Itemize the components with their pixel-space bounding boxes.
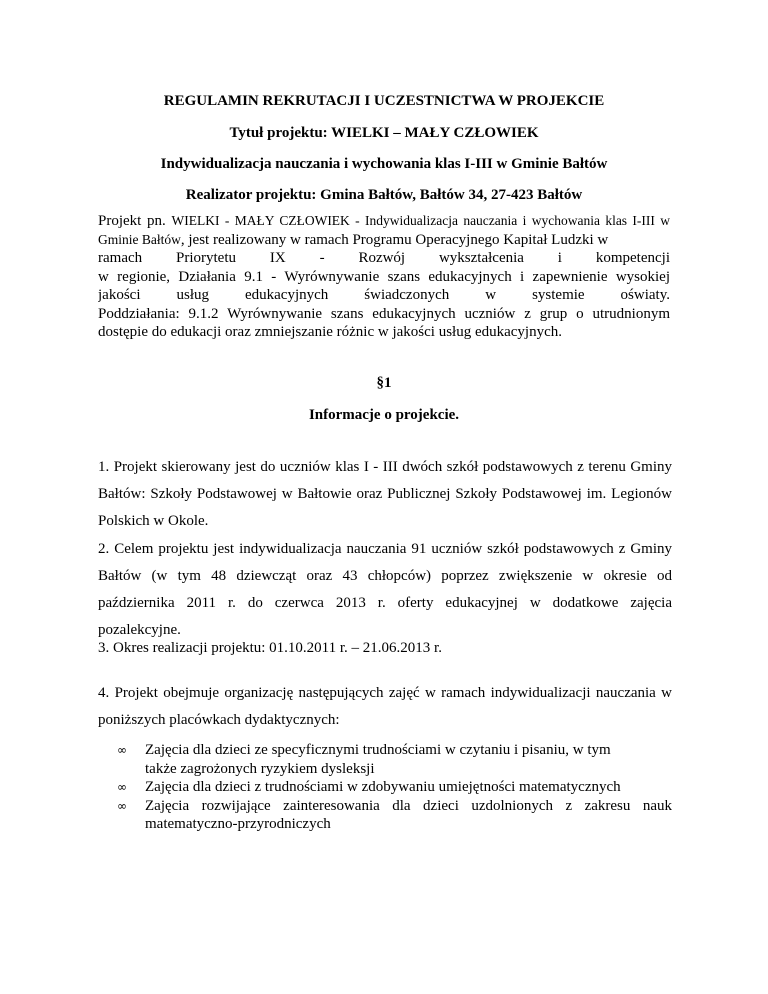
project-subtitle: Indywidualizacja nauczania i wychowania klas I-III w Gminie Bałtów [160,156,608,172]
paragraph-2 [98,536,672,644]
paragraph-2-line: 2. Celem projektu jest indywidualizacja nauczania 91 uczniów szkół podstawowych z Gminy [98,541,672,557]
infinity-bullet-icon: ∞ [117,743,127,757]
intro-line-3: ramach Priorytetu IX - Rozwój wykształcenia i kompetencji [98,250,670,266]
project-implementer: Realizator projektu: Gmina Bałtów, Bałtów 34, 27-423 Bałtów [185,187,583,203]
list-item-text: także zagrożonych ryzykiem dysleksji [145,760,375,777]
document-main-title: REGULAMIN REKRUTACJI I UCZESTNICTWA W PROJEKCIE [163,93,605,109]
intro-project-name: WIELKI - MAŁY CZŁOWIEK - Indywidualizacja nauczania i wychowania klas I-III w [171,213,670,228]
intro-lead: Projekt pn. [98,213,172,229]
intro-paragraph [98,212,670,342]
project-title: Tytuł projektu: WIELKI – MAŁY CZŁOWIEK [229,125,539,141]
infinity-bullet-icon: ∞ [117,780,127,794]
intro-program: , jest realizowany w ramach Programu Operacyjnego Kapitał Ludzki w [180,231,609,248]
paragraph-1-line: 1. Projekt skierowany jest do uczniów klas I - III dwóch szkół podstawowych z terenu Gminy [98,459,672,475]
list-item-text: matematyczno-przyrodniczych [145,816,331,832]
intro-line-7: dostępie do edukacji oraz zmniejszanie różnic w jakości usług edukacyjnych. [98,324,563,340]
paragraph-2-line: Bałtów (w tym 48 dziewcząt oraz 43 chłopców) poprzez zwiększenie w okresie od [98,568,672,584]
list-item [98,741,672,778]
paragraph-2-line: pozalekcyjne. [98,622,181,638]
paragraph-1-line: Bałtów: Szkoły Podstawowej w Bałtowie oraz Publicznej Szkoły Podstawowej im. Legionów [98,486,672,502]
intro-line-5: jakości usług edukacyjnych świadczonych w systemie oświaty. [98,287,670,303]
paragraph-4-line: 4. Projekt obejmuje organizację następujących zajęć w ramach indywidualizacji nauczania w [98,685,672,701]
intro-line-4: w regionie, Działania 9.1 - Wyrównywanie szans edukacyjnych i zapewnienie wysokiej [98,268,670,285]
paragraph-4 [98,680,672,734]
paragraph-1 [98,454,672,535]
intro-line-1 [98,212,670,231]
list-item-text: Zajęcia dla dzieci ze specyficznymi trudnościami w czytaniu i pisaniu, w tym [145,742,611,758]
list-item-text: Zajęcia dla dzieci z trudnościami w zdobywaniu umiejętności matematycznych [145,779,621,795]
list-item [98,778,672,797]
paragraph-3 [98,635,672,662]
paragraph-3-line: 3. Okres realizacji projektu: 01.10.2011 r. – 21.06.2013 r. [98,640,442,656]
intro-line-2 [98,231,670,250]
intro-line-6: Poddziałania: 9.1.2 Wyrównywanie szans edukacyjnych uczniów z grup o utrudnionym [98,305,670,322]
section-title: Informacje o projekcie. [308,407,460,423]
intro-gmina: Gminie Bałtów [98,231,181,247]
paragraph-1-line: Polskich w Okole. [98,513,209,529]
list-item-text: Zajęcia rozwijające zainteresowania dla dzieci uzdolnionych z zakresu nauk [145,797,672,814]
list-item [98,797,672,834]
paragraph-2-line: października 2011 r. do czerwca 2013 r. oferty edukacyjnej w dodatkowe zajęcia [98,595,672,611]
section-number: §1 [376,375,392,391]
paragraph-4-line: poniższych placówkach dydaktycznych: [98,712,340,728]
infinity-bullet-icon: ∞ [117,798,127,813]
activities-list [98,741,672,834]
